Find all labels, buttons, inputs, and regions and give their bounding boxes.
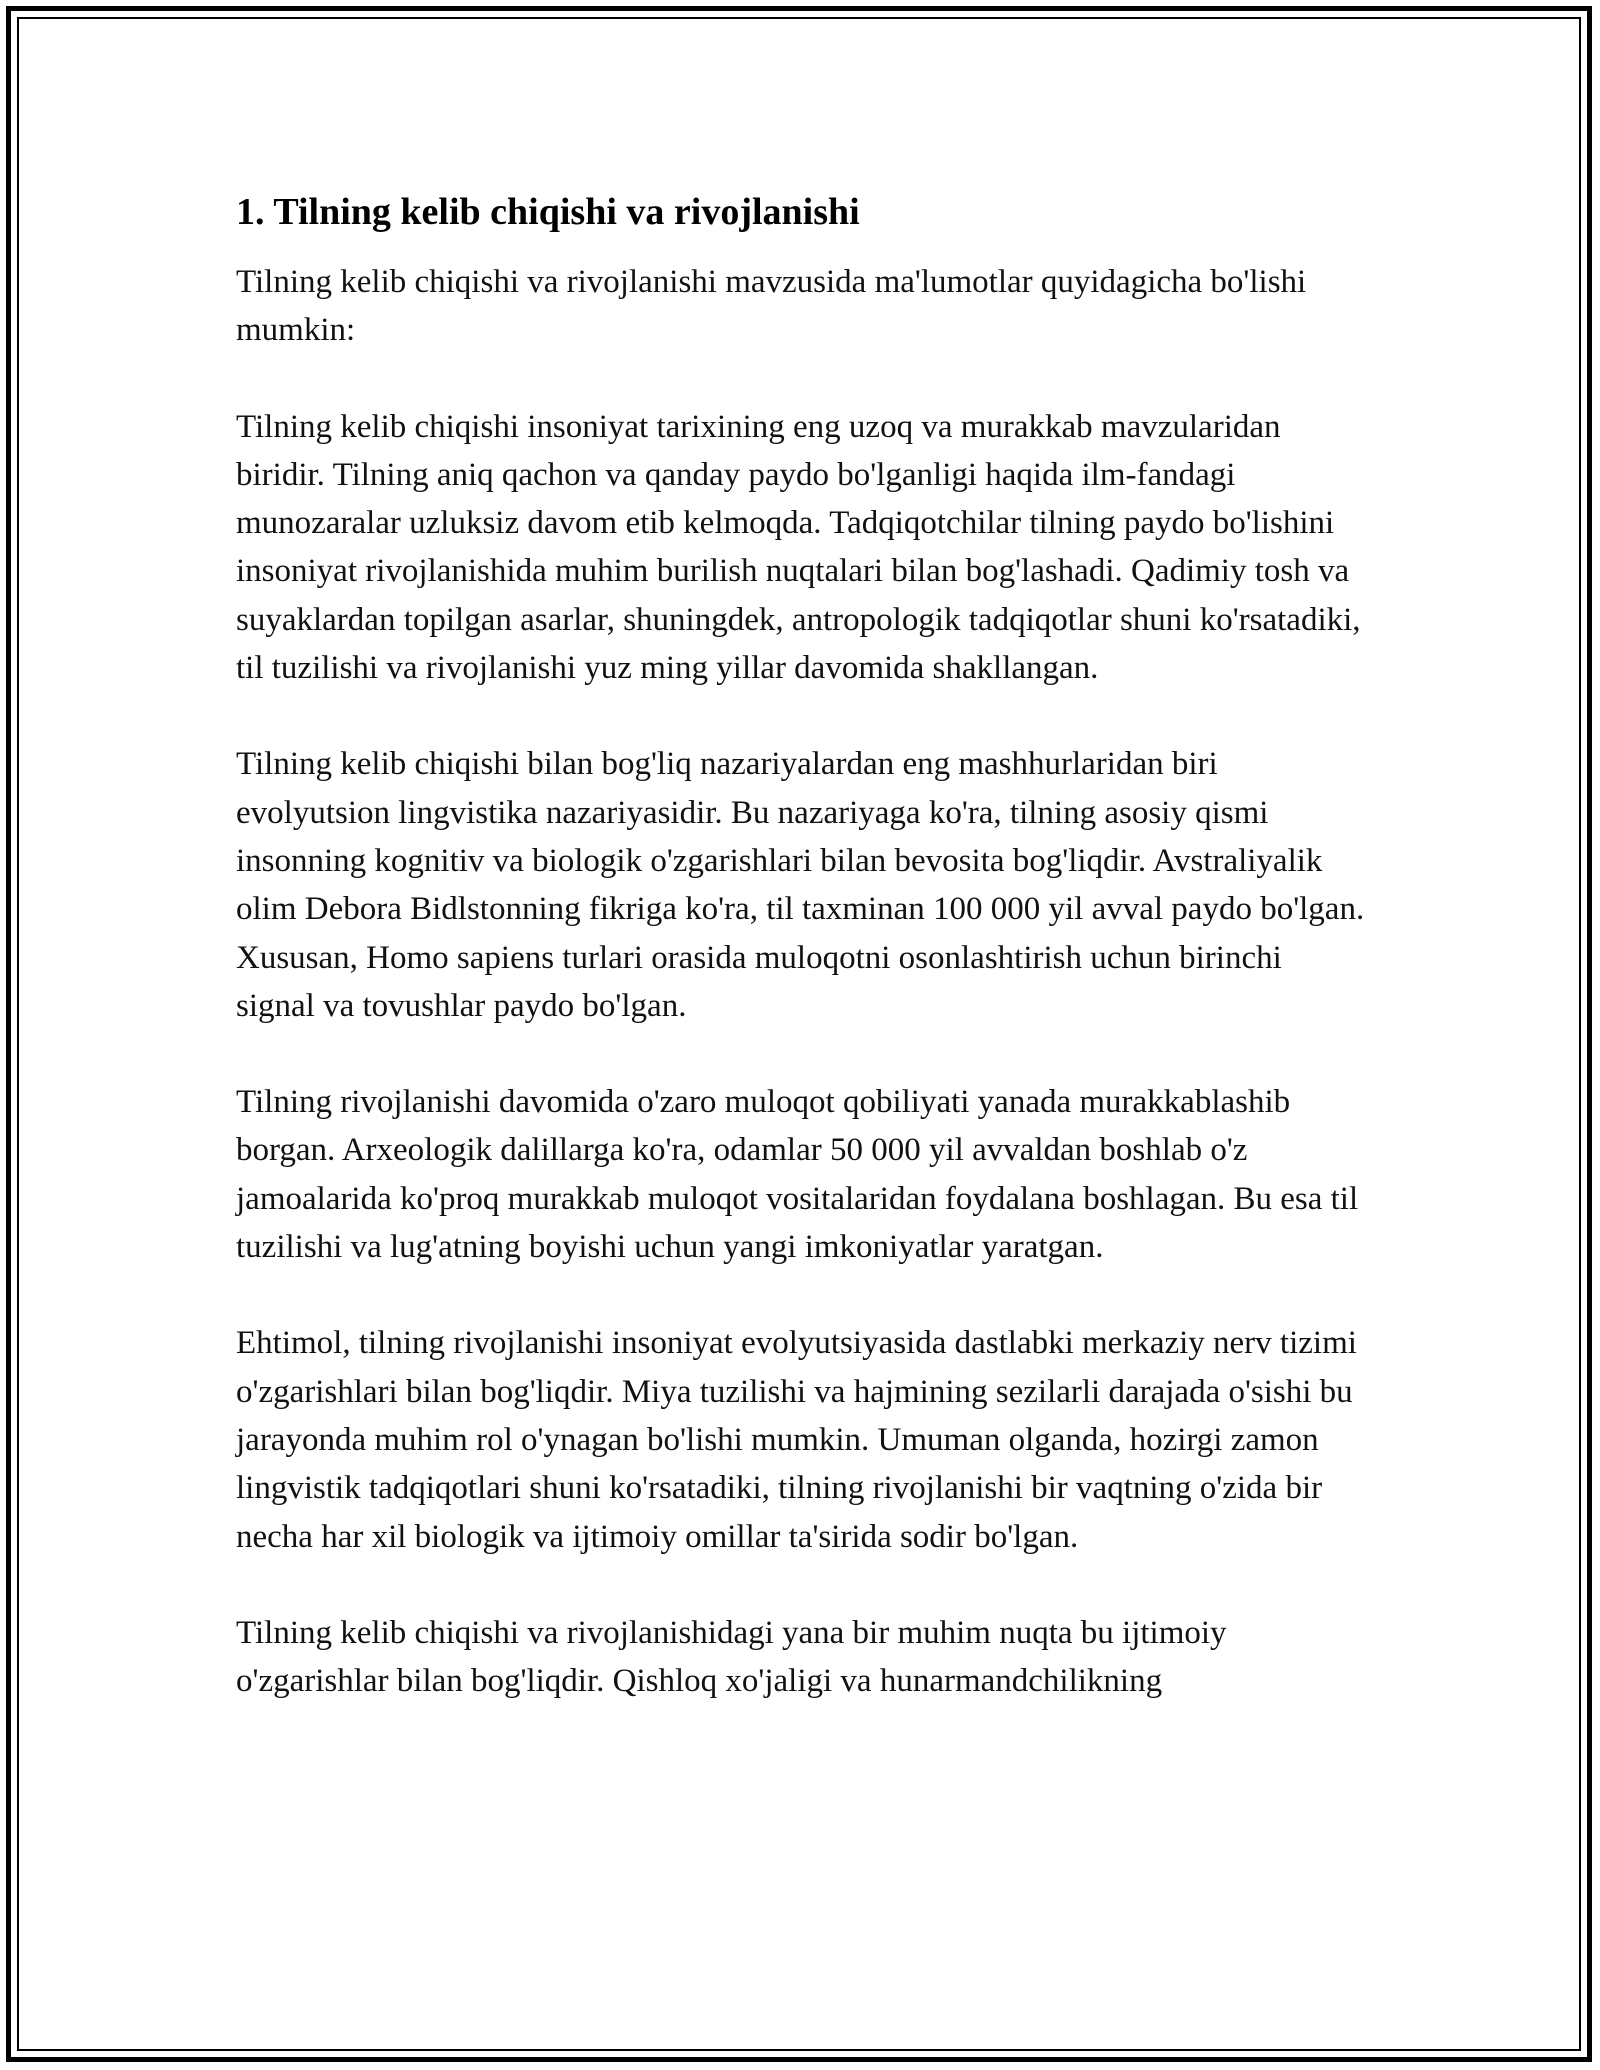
- section-heading: 1. Tilning kelib chiqishi va rivojlanishi: [236, 191, 860, 233]
- paragraph-social-changes: Tilning kelib chiqishi va rivojlanishidagi yana bir muhim nuqta bu ijtimoiy o'zgarishlar bilan bog'liqdir. Qishloq xo'jaligi va hunarmandchilikning: [236, 1614, 1227, 1700]
- paragraph-intro: Tilning kelib chiqishi va rivojlanishi mavzusida ma'lumotlar quyidagicha bo'lishi mumkin:: [236, 264, 1307, 349]
- paragraph-communication: Tilning rivojlanishi davomida o'zaro muloqot qobiliyati yanada murakkablashib borgan. Arxeologik dalillarga ko'ra, odamlar 50 000 yil avvaldan boshlab o'z jamoalarida ko'proq murakkab muloqot vositalaridan foydalana boshlagan. Bu esa til tuzilishi va lug'atning boyishi uchun yangi imkoniyatlar yaratgan.: [236, 1084, 1359, 1266]
- paragraph-nervous-system: Ehtimol, tilning rivojlanishi insoniyat evolyutsiyasida dastlabki merkaziy nerv tizimi o'zgarishlari bilan bog'liqdir. Miya tuzilishi va hajmining sezilarli darajada o'sishi bu jarayonda muhim rol o'ynagan bo'lishi mumkin. Umuman olganda, hozirgi zamon lingvistik tadqiqotlari shuni ko'rsatadiki, tilning rivojlanishi bir vaqtning o'zida bir necha har xil biologik va ijtimoiy omillar ta'sirida sodir bo'lgan.: [236, 1325, 1357, 1555]
- paragraph-origin: Tilning kelib chiqishi insoniyat tarixining eng uzoq va murakkab mavzularidan biridir. Tilning aniq qachon va qanday paydo bo'lganligi haqida ilm-fandagi munozaralar uzluksiz davom etib kelmoqda. Tadqiqotchilar tilning paydo bo'lishini insoniyat rivojlanishida muhim burilish nuqtalari bilan bog'lashadi. Qadimiy tosh va suyaklardan topilgan asarlar, shuningdek, antropologik tadqiqotlar shuni ko'rsatadiki, til tuzilishi va rivojlanishi yuz ming yillar davomida shakllangan.: [236, 408, 1361, 687]
- paragraph-evolutionary-theory: Tilning kelib chiqishi bilan bog'liq nazariyalardan eng mashhurlaridan biri evolyutsion lingvistika nazariyasidir. Bu nazariyaga ko'ra, tilning asosiy qismi insonning kognitiv va biologik o'zgarishlari bilan bevosita bog'liqdir. Avstraliyalik olim Debora Bidlstonning fikriga ko'ra, til taxminan 100 000 yil avval paydo bo'lgan. Xususan, Homo sapiens turlari orasida muloqotni osonlashtirish uchun birinchi signal va tovushlar paydo bo'lgan.: [236, 746, 1365, 1024]
- document-body: [236, 188, 1366, 1753]
